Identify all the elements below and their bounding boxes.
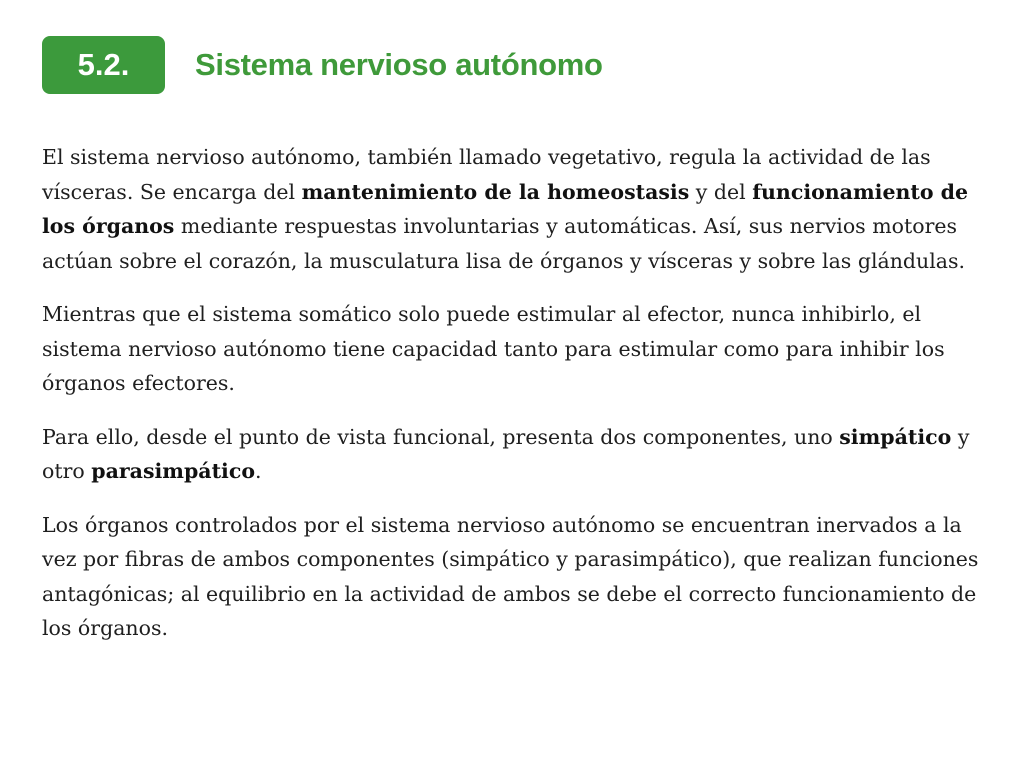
paragraph-2 <box>42 297 987 401</box>
paragraph-3 <box>42 420 987 489</box>
bold-term-funcionamiento: funcionamiento de los órganos <box>42 179 969 238</box>
text-run: El sistema nervioso autónomo, también llamado vegetativo, regula la actividad de las vísceras. Se encarga del <box>42 145 931 204</box>
text-run: Los órganos controlados por el sistema nervioso autónomo se encuentran inervados a la vez por fibras de ambos componentes (simpático y parasimpático), que realizan funciones antagónicas; al equilibrio en la actividad de ambos se debe el correcto funcionamiento de los órganos. <box>42 512 979 640</box>
section-title: Sistema nervioso autónomo <box>195 47 603 82</box>
text-run: . <box>255 459 262 483</box>
text-run: y otro <box>42 424 970 483</box>
section-header <box>42 36 603 94</box>
text-run: Para ello, desde el punto de vista funcional, presenta dos componentes, uno <box>42 424 840 449</box>
paragraph-1 <box>42 140 987 278</box>
paragraph-4 <box>42 508 987 646</box>
body-text <box>42 140 987 665</box>
section-number-badge: 5.2. <box>42 36 165 94</box>
text-run: Mientras que el sistema somático solo puede estimular al efector, nunca inhibirlo, el sistema nervioso autónomo tiene capacidad tanto para estimular como para inhibir los órganos efectores. <box>42 302 945 395</box>
text-run: y del <box>689 179 753 204</box>
bold-term-simpatico: simpático <box>839 424 952 449</box>
bold-term-homeostasis: mantenimiento de la homeostasis <box>301 179 690 204</box>
text-run: mediante respuestas involuntarias y automáticas. Así, sus nervios motores actúan sobre el corazón, la musculatura lisa de órganos y vísceras y sobre las glándulas. <box>42 214 966 273</box>
bold-term-parasimpatico: parasimpático <box>91 459 255 483</box>
